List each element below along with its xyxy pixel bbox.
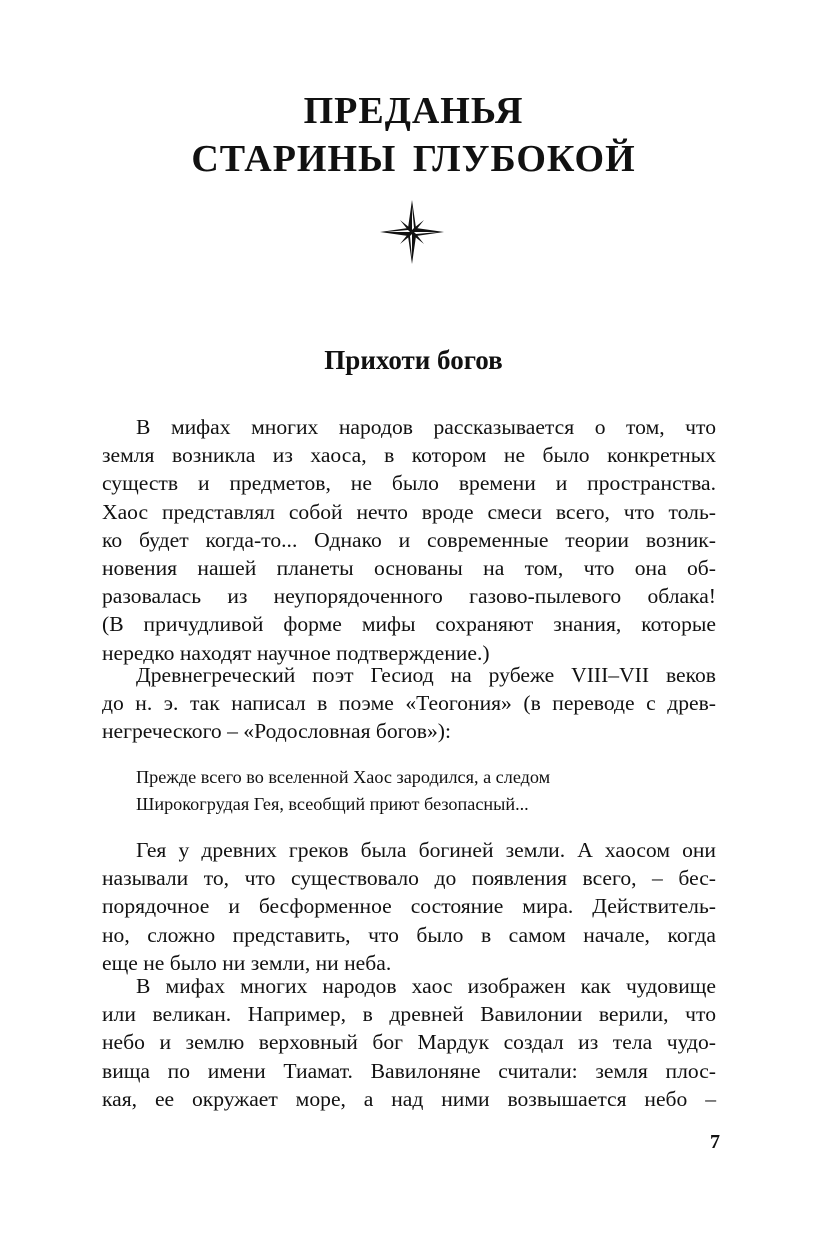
text-line: Древнегреческий поэт Гесиод на рубеже VIII–VII веков — [136, 663, 716, 687]
text-line: нередко находят научное подтверждение.) — [102, 640, 490, 665]
text-line: называли то, что существовало до появления всего, – бес- — [102, 866, 716, 891]
paragraph-2 — [102, 661, 716, 746]
text-line: разовалась из неупорядоченного газово-пылевого облака! — [102, 584, 716, 609]
text-line: небо и землю верховный бог Мардук создал из тела чудо- — [102, 1030, 716, 1055]
text-line: вища по имени Тиамат. Вавилоняне считали: земля плос- — [102, 1058, 716, 1083]
paragraph-4 — [102, 972, 716, 1113]
text-line: ко будет когда-то... Однако и современные теории возник- — [102, 527, 716, 552]
text-line: Гея у древних греков была богиней земли. А хаосом они — [136, 838, 716, 862]
text-line: (В причудливой форме мифы сохраняют знания, которые — [102, 612, 716, 637]
chapter-title-line-2: СТАРИНЫ ГЛУБОКОЙ — [191, 138, 636, 180]
text-line: до н. э. так написал в поэме «Теогония» (в переводе с древ- — [102, 691, 716, 716]
text-line: негреческого – «Родословная богов»): — [102, 719, 451, 744]
chapter-title-line-1: ПРЕДАНЬЯ — [303, 90, 524, 132]
quote-line: Широкогрудая Гея, всеобщий приют безопасный... — [136, 794, 529, 814]
text-line: порядочное и бесформенное состояние мира. Действитель- — [102, 894, 716, 919]
quote-line: Прежде всего во вселенной Хаос зародился, а следом — [136, 767, 551, 787]
text-line: земля возникла из хаоса, в котором не было конкретных — [102, 443, 716, 468]
paragraph-3 — [102, 836, 716, 977]
text-line: В мифах многих народов хаос изображен как чудовище — [136, 974, 716, 998]
paragraph-1 — [102, 413, 716, 667]
page-number: 7 — [710, 1131, 720, 1153]
text-line: новения нашей планеты основаны на том, что она об- — [102, 556, 716, 581]
text-line: Хаос представлял собой нечто вроде смеси всего, что толь- — [102, 499, 716, 524]
text-line: еще не было ни земли, ни неба. — [102, 950, 392, 975]
text-line: но, сложно представить, что было в самом начале, когда — [102, 922, 716, 947]
text-line: или великан. Например, в древней Вавилонии верили, что — [102, 1002, 716, 1027]
text-line: существ и предметов, не было времени и пространства. — [102, 471, 716, 496]
section-title: Прихоти богов — [324, 345, 503, 375]
text-line: кая, ее окружает море, а над ними возвышается небо – — [102, 1086, 716, 1111]
four-pointed-star-icon — [380, 200, 444, 264]
poem-quote — [136, 764, 696, 818]
text-line: В мифах многих народов рассказывается о том, что — [136, 415, 716, 439]
